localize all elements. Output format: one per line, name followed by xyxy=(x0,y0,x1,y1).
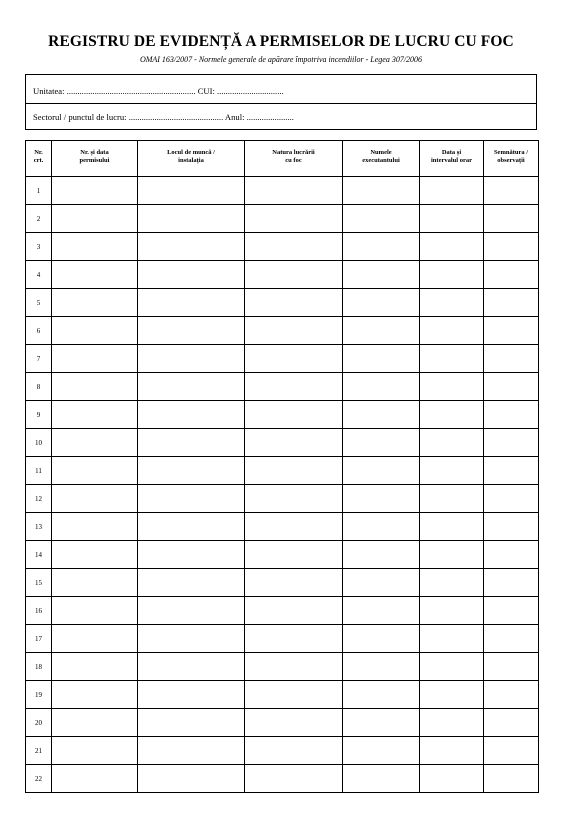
col-header-work-nature: Natura lucrării cu foc xyxy=(245,141,343,177)
signature-cell[interactable] xyxy=(484,597,539,625)
executor-name-cell[interactable] xyxy=(343,709,420,737)
signature-cell[interactable] xyxy=(484,177,539,205)
work-nature-cell[interactable] xyxy=(245,541,343,569)
row-number-cell: 21 xyxy=(26,737,52,765)
signature-cell[interactable] xyxy=(484,261,539,289)
work-nature-cell[interactable] xyxy=(245,765,343,793)
date-interval-cell[interactable] xyxy=(420,709,484,737)
work-nature-cell[interactable] xyxy=(245,737,343,765)
row-number-cell: 15 xyxy=(26,569,52,597)
executor-name-cell[interactable] xyxy=(343,625,420,653)
row-number-cell: 5 xyxy=(26,289,52,317)
workplace-cell[interactable] xyxy=(138,177,245,205)
signature-cell[interactable] xyxy=(484,737,539,765)
permit-number-date-cell[interactable] xyxy=(52,233,138,261)
signature-cell[interactable] xyxy=(484,345,539,373)
work-nature-cell[interactable] xyxy=(245,457,343,485)
executor-name-cell[interactable] xyxy=(343,289,420,317)
permit-number-date-cell[interactable] xyxy=(52,513,138,541)
row-number-cell: 11 xyxy=(26,457,52,485)
table-row xyxy=(26,233,539,261)
signature-cell[interactable] xyxy=(484,681,539,709)
workplace-cell[interactable] xyxy=(138,345,245,373)
date-interval-cell[interactable] xyxy=(420,653,484,681)
signature-cell[interactable] xyxy=(484,625,539,653)
signature-cell[interactable] xyxy=(484,429,539,457)
permit-number-date-cell[interactable] xyxy=(52,681,138,709)
table-row xyxy=(26,653,539,681)
signature-cell[interactable] xyxy=(484,317,539,345)
workplace-cell[interactable] xyxy=(138,541,245,569)
info-divider xyxy=(26,103,536,104)
work-nature-cell[interactable] xyxy=(245,485,343,513)
date-interval-cell[interactable] xyxy=(420,485,484,513)
table-row xyxy=(26,681,539,709)
executor-name-cell[interactable] xyxy=(343,485,420,513)
date-interval-cell[interactable] xyxy=(420,345,484,373)
row-number-cell: 13 xyxy=(26,513,52,541)
permit-number-date-cell[interactable] xyxy=(52,289,138,317)
signature-cell[interactable] xyxy=(484,289,539,317)
row-number-cell: 20 xyxy=(26,709,52,737)
row-number-cell: 1 xyxy=(26,177,52,205)
permit-number-date-cell[interactable] xyxy=(52,569,138,597)
executor-name-cell[interactable] xyxy=(343,205,420,233)
signature-cell[interactable] xyxy=(484,513,539,541)
table-row xyxy=(26,401,539,429)
col-header-signature: Semnătura / observații xyxy=(484,141,539,177)
permit-number-date-cell[interactable] xyxy=(52,457,138,485)
workplace-cell[interactable] xyxy=(138,457,245,485)
date-interval-cell[interactable] xyxy=(420,541,484,569)
permit-number-date-cell[interactable] xyxy=(52,373,138,401)
executor-name-cell[interactable] xyxy=(343,597,420,625)
table-row xyxy=(26,709,539,737)
date-interval-cell[interactable] xyxy=(420,765,484,793)
table-row xyxy=(26,485,539,513)
date-interval-cell[interactable] xyxy=(420,177,484,205)
signature-cell[interactable] xyxy=(484,541,539,569)
row-number-cell: 4 xyxy=(26,261,52,289)
col-header-workplace: Locul de muncă / instalația xyxy=(138,141,245,177)
workplace-cell[interactable] xyxy=(138,485,245,513)
executor-name-cell[interactable] xyxy=(343,177,420,205)
workplace-cell[interactable] xyxy=(138,401,245,429)
row-number-cell: 17 xyxy=(26,625,52,653)
signature-cell[interactable] xyxy=(484,205,539,233)
signature-cell[interactable] xyxy=(484,653,539,681)
signature-cell[interactable] xyxy=(484,485,539,513)
work-nature-cell[interactable] xyxy=(245,429,343,457)
date-interval-cell[interactable] xyxy=(420,457,484,485)
col-header-permit-number-date: Nr. și data permisului xyxy=(52,141,138,177)
col-header-date-interval: Data și intervalul orar xyxy=(420,141,484,177)
table-row xyxy=(26,205,539,233)
row-number-cell: 22 xyxy=(26,765,52,793)
signature-cell[interactable] xyxy=(484,765,539,793)
workplace-cell[interactable] xyxy=(138,709,245,737)
workplace-cell[interactable] xyxy=(138,625,245,653)
table-row xyxy=(26,261,539,289)
permit-number-date-cell[interactable] xyxy=(52,541,138,569)
table-row xyxy=(26,765,539,793)
executor-name-cell[interactable] xyxy=(343,541,420,569)
work-nature-cell[interactable] xyxy=(245,709,343,737)
table-row xyxy=(26,541,539,569)
permit-number-date-cell[interactable] xyxy=(52,709,138,737)
date-interval-cell[interactable] xyxy=(420,625,484,653)
work-nature-cell[interactable] xyxy=(245,345,343,373)
executor-name-cell[interactable] xyxy=(343,569,420,597)
workplace-cell[interactable] xyxy=(138,205,245,233)
date-interval-cell[interactable] xyxy=(420,289,484,317)
unit-info-box xyxy=(25,74,537,130)
date-interval-cell[interactable] xyxy=(420,597,484,625)
unit-cui-line[interactable]: Unitatea: ............................................................ CUI: ............................... xyxy=(33,86,284,96)
row-number-cell: 7 xyxy=(26,345,52,373)
sector-year-line[interactable]: Sectorul / punctul de lucru: ............................................ Anul: ...................... xyxy=(33,112,294,122)
work-nature-cell[interactable] xyxy=(245,233,343,261)
table-row xyxy=(26,513,539,541)
table-row xyxy=(26,737,539,765)
row-number-cell: 9 xyxy=(26,401,52,429)
executor-name-cell[interactable] xyxy=(343,765,420,793)
date-interval-cell[interactable] xyxy=(420,233,484,261)
date-interval-cell[interactable] xyxy=(420,205,484,233)
workplace-cell[interactable] xyxy=(138,653,245,681)
work-nature-cell[interactable] xyxy=(245,681,343,709)
executor-name-cell[interactable] xyxy=(343,261,420,289)
signature-cell[interactable] xyxy=(484,709,539,737)
col-header-nr-crt: Nr. crt. xyxy=(26,141,52,177)
row-number-cell: 2 xyxy=(26,205,52,233)
date-interval-cell[interactable] xyxy=(420,317,484,345)
executor-name-cell[interactable] xyxy=(343,653,420,681)
page-subtitle: OMAI 163/2007 - Normele generale de apărare împotriva incendiilor - Legea 307/2006 xyxy=(139,55,423,64)
table-row xyxy=(26,457,539,485)
permit-number-date-cell[interactable] xyxy=(52,597,138,625)
signature-cell[interactable] xyxy=(484,569,539,597)
table-row xyxy=(26,345,539,373)
date-interval-cell[interactable] xyxy=(420,737,484,765)
signature-cell[interactable] xyxy=(484,401,539,429)
row-number-cell: 16 xyxy=(26,597,52,625)
workplace-cell[interactable] xyxy=(138,429,245,457)
permit-number-date-cell[interactable] xyxy=(52,345,138,373)
workplace-cell[interactable] xyxy=(138,317,245,345)
work-nature-cell[interactable] xyxy=(245,569,343,597)
workplace-cell[interactable] xyxy=(138,261,245,289)
workplace-cell[interactable] xyxy=(138,289,245,317)
permit-number-date-cell[interactable] xyxy=(52,765,138,793)
executor-name-cell[interactable] xyxy=(343,233,420,261)
executor-name-cell[interactable] xyxy=(343,681,420,709)
row-number-cell: 6 xyxy=(26,317,52,345)
row-number-cell: 14 xyxy=(26,541,52,569)
date-interval-cell[interactable] xyxy=(420,261,484,289)
row-number-cell: 19 xyxy=(26,681,52,709)
workplace-cell[interactable] xyxy=(138,373,245,401)
date-interval-cell[interactable] xyxy=(420,373,484,401)
row-number-cell: 12 xyxy=(26,485,52,513)
table-row xyxy=(26,569,539,597)
permit-number-date-cell[interactable] xyxy=(52,429,138,457)
permit-number-date-cell[interactable] xyxy=(52,261,138,289)
date-interval-cell[interactable] xyxy=(420,513,484,541)
workplace-cell[interactable] xyxy=(138,765,245,793)
permit-number-date-cell[interactable] xyxy=(52,317,138,345)
table-row xyxy=(26,289,539,317)
permit-number-date-cell[interactable] xyxy=(52,625,138,653)
workplace-cell[interactable] xyxy=(138,233,245,261)
executor-name-cell[interactable] xyxy=(343,345,420,373)
executor-name-cell[interactable] xyxy=(343,401,420,429)
executor-name-cell[interactable] xyxy=(343,513,420,541)
permit-register-table xyxy=(25,140,539,793)
date-interval-cell[interactable] xyxy=(420,681,484,709)
workplace-cell[interactable] xyxy=(138,737,245,765)
executor-name-cell[interactable] xyxy=(343,737,420,765)
work-nature-cell[interactable] xyxy=(245,205,343,233)
work-nature-cell[interactable] xyxy=(245,177,343,205)
workplace-cell[interactable] xyxy=(138,513,245,541)
executor-name-cell[interactable] xyxy=(343,317,420,345)
table-row xyxy=(26,597,539,625)
signature-cell[interactable] xyxy=(484,373,539,401)
permit-number-date-cell[interactable] xyxy=(52,177,138,205)
executor-name-cell[interactable] xyxy=(343,373,420,401)
workplace-cell[interactable] xyxy=(138,569,245,597)
work-nature-cell[interactable] xyxy=(245,373,343,401)
work-nature-cell[interactable] xyxy=(245,317,343,345)
permit-number-date-cell[interactable] xyxy=(52,401,138,429)
permit-number-date-cell[interactable] xyxy=(52,485,138,513)
table-row xyxy=(26,429,539,457)
permit-number-date-cell[interactable] xyxy=(52,737,138,765)
work-nature-cell[interactable] xyxy=(245,401,343,429)
row-number-cell: 3 xyxy=(26,233,52,261)
work-nature-cell[interactable] xyxy=(245,653,343,681)
table-row xyxy=(26,625,539,653)
permit-number-date-cell[interactable] xyxy=(52,205,138,233)
date-interval-cell[interactable] xyxy=(420,429,484,457)
date-interval-cell[interactable] xyxy=(420,569,484,597)
workplace-cell[interactable] xyxy=(138,681,245,709)
permit-number-date-cell[interactable] xyxy=(52,653,138,681)
row-number-cell: 8 xyxy=(26,373,52,401)
table-row xyxy=(26,317,539,345)
page-title: REGISTRU DE EVIDENȚĂ A PERMISELOR DE LUCRU CU FOC xyxy=(48,33,514,50)
work-nature-cell[interactable] xyxy=(245,597,343,625)
row-number-cell: 10 xyxy=(26,429,52,457)
table-row xyxy=(26,373,539,401)
executor-name-cell[interactable] xyxy=(343,429,420,457)
work-nature-cell[interactable] xyxy=(245,513,343,541)
row-number-cell: 18 xyxy=(26,653,52,681)
work-nature-cell[interactable] xyxy=(245,289,343,317)
executor-name-cell[interactable] xyxy=(343,457,420,485)
col-header-executor-name: Numele executantului xyxy=(343,141,420,177)
signature-cell[interactable] xyxy=(484,233,539,261)
table-header-row xyxy=(26,141,539,177)
table-row xyxy=(26,177,539,205)
work-nature-cell[interactable] xyxy=(245,261,343,289)
signature-cell[interactable] xyxy=(484,457,539,485)
work-nature-cell[interactable] xyxy=(245,625,343,653)
date-interval-cell[interactable] xyxy=(420,401,484,429)
workplace-cell[interactable] xyxy=(138,597,245,625)
